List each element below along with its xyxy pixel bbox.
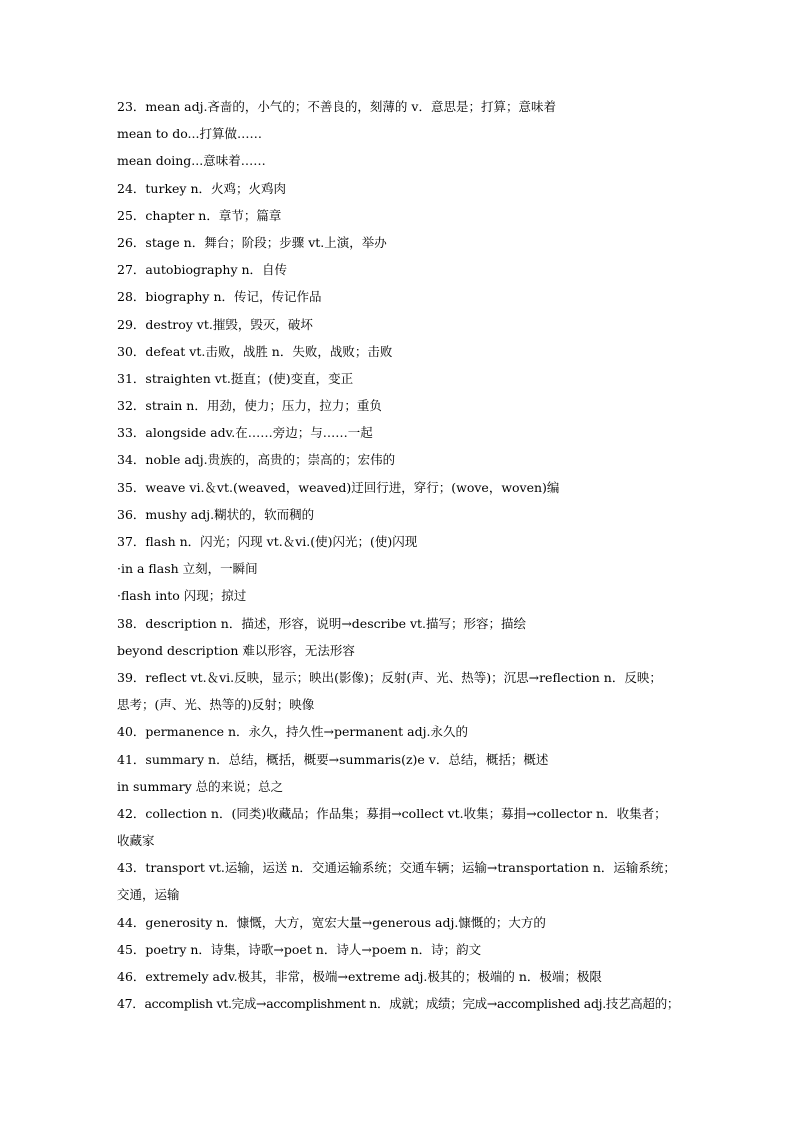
phrase-mean-doing: mean doing...意味着…… — [117, 153, 266, 169]
entry-39-reflect: 39．reflect vt.＆vi.反映，显示；映出(影像)；反射(声、光、热等)；沉思→reflection n．反映； — [117, 669, 662, 685]
entry-46-extremely: 46．extremely adv.极其，非常，极端→extreme adj.极其的；极端的 n．极端；极限 — [117, 969, 602, 984]
entry-37-flash: 37．flash n．闪光；闪现 vt.＆vi.(使)闪光；(使)闪现 — [117, 534, 418, 549]
entry-42-collection: 42．collection n．(同类)收藏品；作品集；募捐→collect vt.收集；募捐→collector n．收集者； — [117, 805, 667, 821]
entry-41-summary: 41．summary n．总结，概括，概要→summaris(z)e v．总结，概括；概述 — [117, 751, 549, 767]
phrase-flash-into: ·flash into 闪现；掠过 — [117, 588, 247, 604]
phrase-beyond-description: beyond description 难以形容，无法形容 — [117, 642, 355, 658]
entry-27-autobiography: 27．autobiography n．自传 — [117, 262, 288, 278]
entry-26-stage: 26．stage n．舞台；阶段；步骤 vt.上演，举办 — [117, 234, 387, 250]
entry-43-transport-continued: 交通，运输 — [117, 887, 180, 903]
entry-28-biography: 28．biography n．传记，传记作品 — [117, 289, 322, 305]
entry-36-mushy: 36．mushy adj.糊状的，软而稠的 — [117, 506, 315, 522]
entry-42-collection-continued: 收藏家 — [117, 833, 155, 849]
entry-25-chapter: 25．chapter n．章节；篇章 — [117, 207, 282, 223]
entry-24-turkey: 24．turkey n．火鸡；火鸡肉 — [117, 180, 287, 196]
entry-31-straighten: 31．straighten vt.挺直；(使)变直，变正 — [117, 370, 354, 386]
entry-45-poetry: 45．poetry n．诗集，诗歌→poet n．诗人→poem n．诗；韵文 — [117, 941, 482, 957]
entry-44-generosity: 44．generosity n．慷慨，大方，宽宏大量→generous adj.慷慨的；大方的 — [117, 914, 546, 930]
phrase-in-a-flash: ·in a flash 立刻，一瞬间 — [117, 561, 258, 577]
entry-40-permanence: 40．permanence n．永久，持久性→permanent adj.永久的 — [117, 724, 468, 740]
entry-35-weave: 35．weave vi.＆vt.(weaved，weaved)迂回行进，穿行；(wove，woven)编 — [117, 479, 560, 495]
entry-29-destroy: 29．destroy vt.摧毁，毁灭，破坏 — [117, 316, 313, 332]
entry-34-noble: 34．noble adj.贵族的，高贵的；崇高的；宏伟的 — [117, 452, 396, 468]
phrase-in-summary: in summary 总的来说；总之 — [117, 778, 284, 794]
entry-43-transport: 43．transport vt.运输，运送 n．交通运输系统；交通车辆；运输→transportation n．运输系统； — [117, 860, 676, 876]
entry-33-alongside: 33．alongside adv.在……旁边；与……一起 — [117, 425, 373, 441]
phrase-mean-to-do: mean to do...打算做…… — [117, 126, 262, 142]
entry-47-accomplish: 47．accomplish vt.完成→accomplishment n．成就；成绩；完成→accomplished adj.技艺高超的； — [117, 996, 680, 1012]
entry-38-description: 38．description n．描述，形容，说明→describe vt.描写；形容；描绘 — [117, 615, 527, 631]
entry-23-mean: 23．mean adj.吝啬的，小气的；不善良的，刻薄的 v．意思是；打算；意味着 — [117, 99, 556, 114]
entry-39-reflect-continued: 思考；(声、光、热等的)反射；映像 — [117, 697, 315, 713]
entry-30-defeat: 30．defeat vt.击败，战胜 n．失败，战败；击败 — [117, 343, 393, 359]
vocabulary-list — [117, 93, 681, 1017]
entry-32-strain: 32．strain n．用劲，使力；压力，拉力；重负 — [117, 398, 382, 414]
